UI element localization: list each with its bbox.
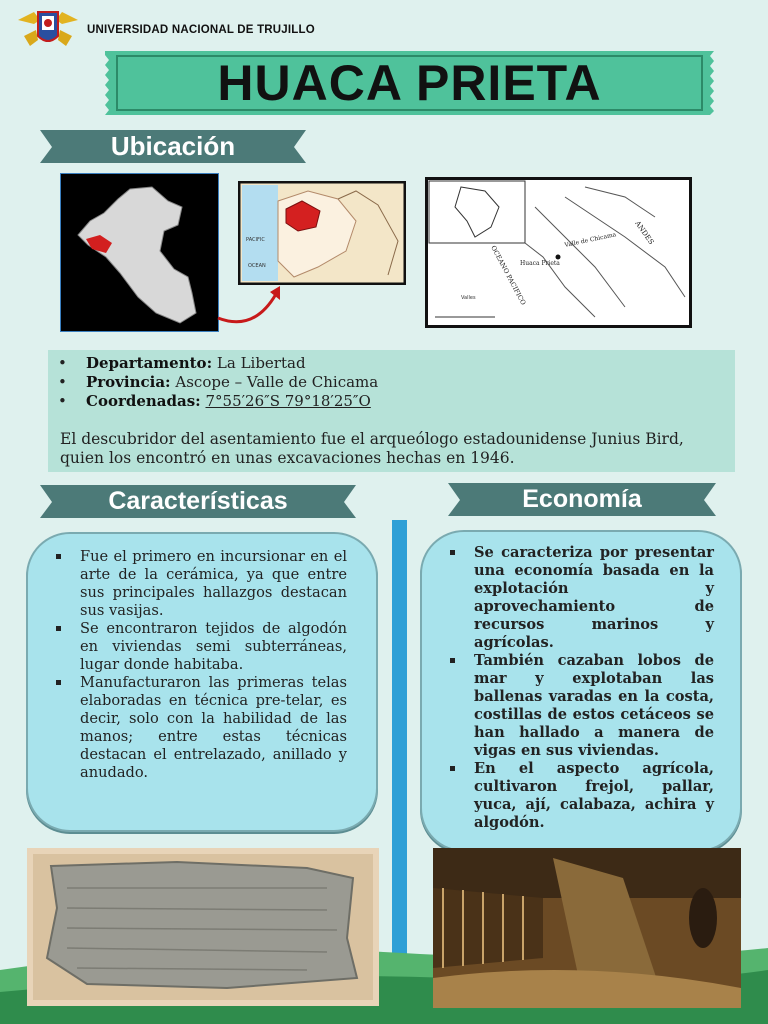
la-libertad-map	[238, 181, 406, 285]
page-title: HUACA PRIETA	[217, 55, 602, 111]
location-info-box	[48, 350, 735, 472]
map3-label-site: Huaca Prieta	[520, 260, 560, 267]
list-item-text: Fue el primero en incursionar en el arte de la cerámica, ya que entre sus principales hallazgos destacan sus vasijas.	[80, 548, 347, 619]
section-title-economia: Economía	[522, 484, 642, 513]
list-item-text: Se encontraron tejidos de algodón en viviendas semi subterráneas, lugar donde habitaba.	[80, 620, 347, 673]
map2-label-ocean: OCEAN	[248, 263, 266, 269]
list-item	[446, 652, 714, 760]
list-item-text: Manufacturaron las primeras telas elaboradas en técnica pre-telar, es decir, solo con la habilidad de las manos; entre estas técnicas destacan el entrelazado, anillado y anudado.	[80, 674, 347, 781]
info-value: La Libertad	[216, 354, 306, 372]
caracteristicas-panel	[26, 532, 378, 832]
list-item	[52, 674, 347, 782]
textile-photo	[27, 848, 379, 1006]
vertical-divider	[392, 520, 407, 960]
info-value: Ascope – Valle de Chicama	[175, 373, 379, 391]
info-label: Coordenadas:	[86, 392, 201, 410]
list-item	[446, 760, 714, 832]
economia-list	[446, 544, 714, 832]
discoverer-paragraph: El descubridor del asentamiento fue el arqueólogo estadounidense Junius Bird, quien los encontró en unas excavaciones hechas en 1946.	[60, 430, 684, 467]
list-item-text: También cazaban lobos de mar y explotaban las ballenas varadas en la costa, costillas de estos cetáceos se han hallado a manera de vigas en sus viviendas.	[474, 652, 714, 759]
list-item	[446, 544, 714, 652]
chicama-valley-map	[425, 177, 692, 328]
section-title-caracteristicas: Características	[108, 486, 288, 515]
info-label: Provincia:	[86, 373, 171, 391]
location-list	[58, 354, 378, 411]
coordinates-link[interactable]: 7°55′26″S 79°18′25″O	[205, 392, 371, 410]
list-item	[52, 620, 347, 674]
map3-scale-label: Valles	[461, 295, 476, 301]
archaeological-site-photo	[433, 848, 741, 1008]
list-item	[52, 548, 347, 620]
info-label: Departamento:	[86, 354, 213, 372]
map3-label-andes: ANDES	[633, 219, 656, 247]
list-item-text: En el aspecto agrícola, cultivaron frejol, pallar, yuca, ají, calabaza, achira y algodón.	[474, 760, 714, 831]
info-item-coordenadas: • Coordenadas: 7°55′26″S 79°18′25″O	[58, 392, 371, 410]
economia-panel	[420, 530, 742, 852]
university-name: UNIVERSIDAD NACIONAL DE TRUJILLO	[87, 24, 315, 36]
map3-label-valley: Valle de Chicama	[563, 231, 617, 249]
info-item-provincia: • Provincia: Ascope – Valle de Chicama	[58, 373, 379, 391]
curved-arrow-icon	[214, 282, 286, 328]
peru-map	[60, 173, 219, 332]
map2-label-pacific: PACIFIC	[246, 237, 265, 243]
map3-label-ocean: OCEANO PACIFICO	[489, 244, 528, 307]
list-item-text: Se caracteriza por presentar una economía basada en la explotación y aprovechamiento de recursos marinos y agrícolas.	[474, 544, 714, 651]
university-crest-logo	[16, 6, 80, 48]
info-item-departamento: • Departamento: La Libertad	[58, 354, 306, 372]
section-title-ubicacion: Ubicación	[110, 130, 236, 161]
caracteristicas-list	[52, 548, 347, 782]
